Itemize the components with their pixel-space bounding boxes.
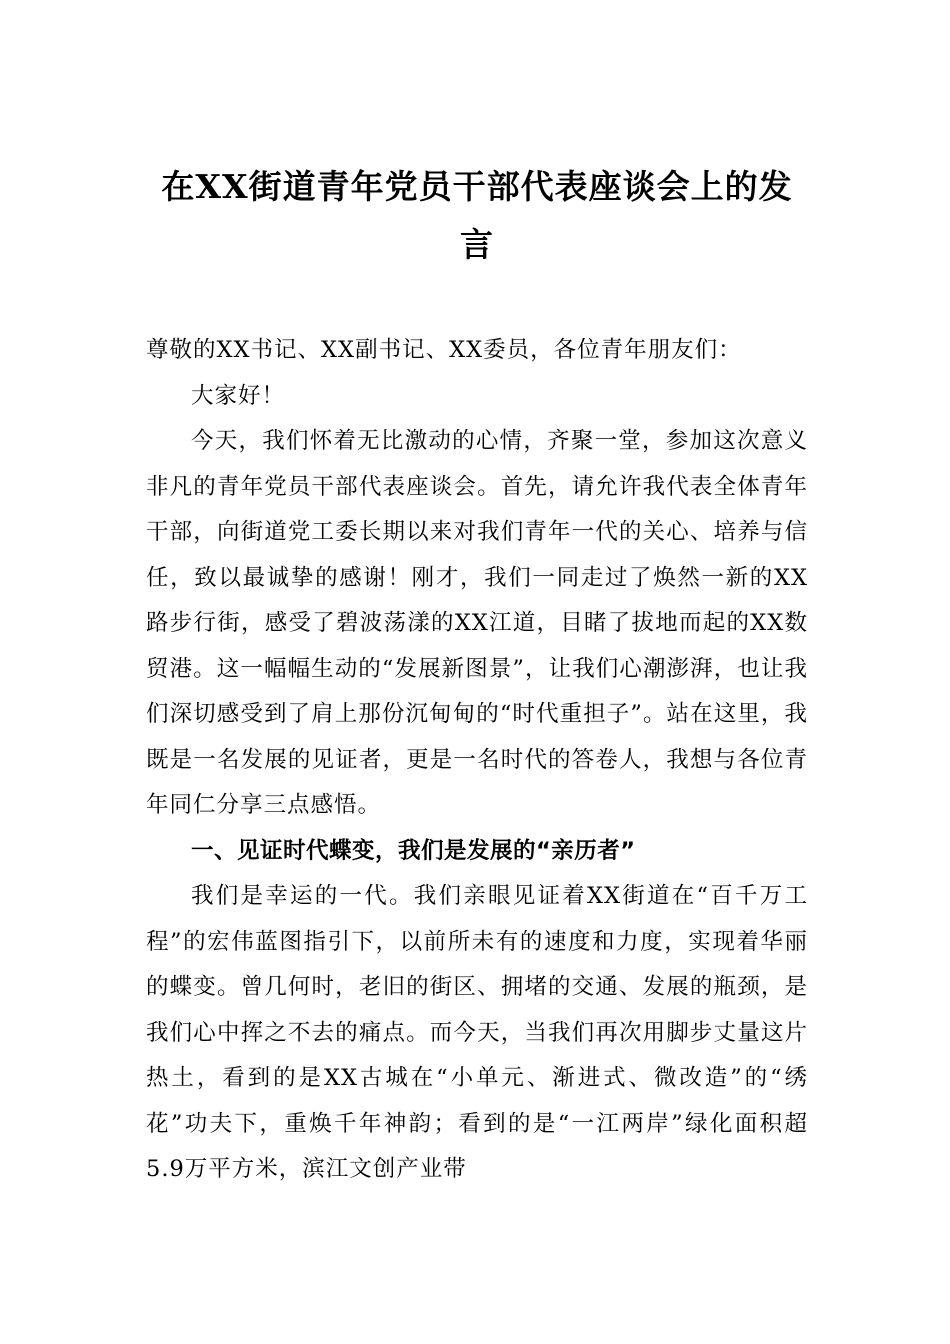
document-body [146,328,808,1193]
greeting: 大家好！ [191,382,286,409]
paragraph-intro: 今天，我们怀着无比激动的心情，齐聚一堂，参加这次意义非凡的青年党员干部代表座谈会。首先，请允许我代表全体青年干部，向街道党工委长期以来对我们青年一代的关心、培养与信任，致以最诚挚的感谢！刚才，我们一同走过了焕然一新的XX路步行街，感受了碧波荡漾的XX江道，目睹了拔地而起的XX数贸港。这一幅幅生动的“发展新图景”，让我们心潮澎湃，也让我们深切感受到了肩上那份沉甸甸的“时代重担子”。站在这里，我既是一名发展的见证者，更是一名时代的答卷人，我想与各位青年同仁分享三点感悟。 [146,428,808,818]
salutation: 尊敬的XX书记、XX副书记、XX委员，各位青年朋友们： [146,337,742,363]
paragraph-section-1: 我们是幸运的一代。我们亲眼见证着XX街道在“百千万工程”的宏伟蓝图指引下，以前所未有的速度和力度，实现着华丽的蝶变。曾几何时，老旧的街区、拥堵的交通、发展的瓶颈，是我们心中挥之不去的痛点。而今天，当我们再次用脚步丈量这片热土，看到的是XX古城在“小单元、渐进式、微改造”的“绣花”功夫下，重焕千年神韵；看到的是“一江两岸”绿化面积超5.9万平方米，滨江文创产业带 [146,883,808,1182]
document-title: 在XX街道青年党员干部代表座谈会上的发言 [161,167,793,264]
section-heading-1: 一、见证时代蝶变，我们是发展的“亲历者” [191,837,636,864]
